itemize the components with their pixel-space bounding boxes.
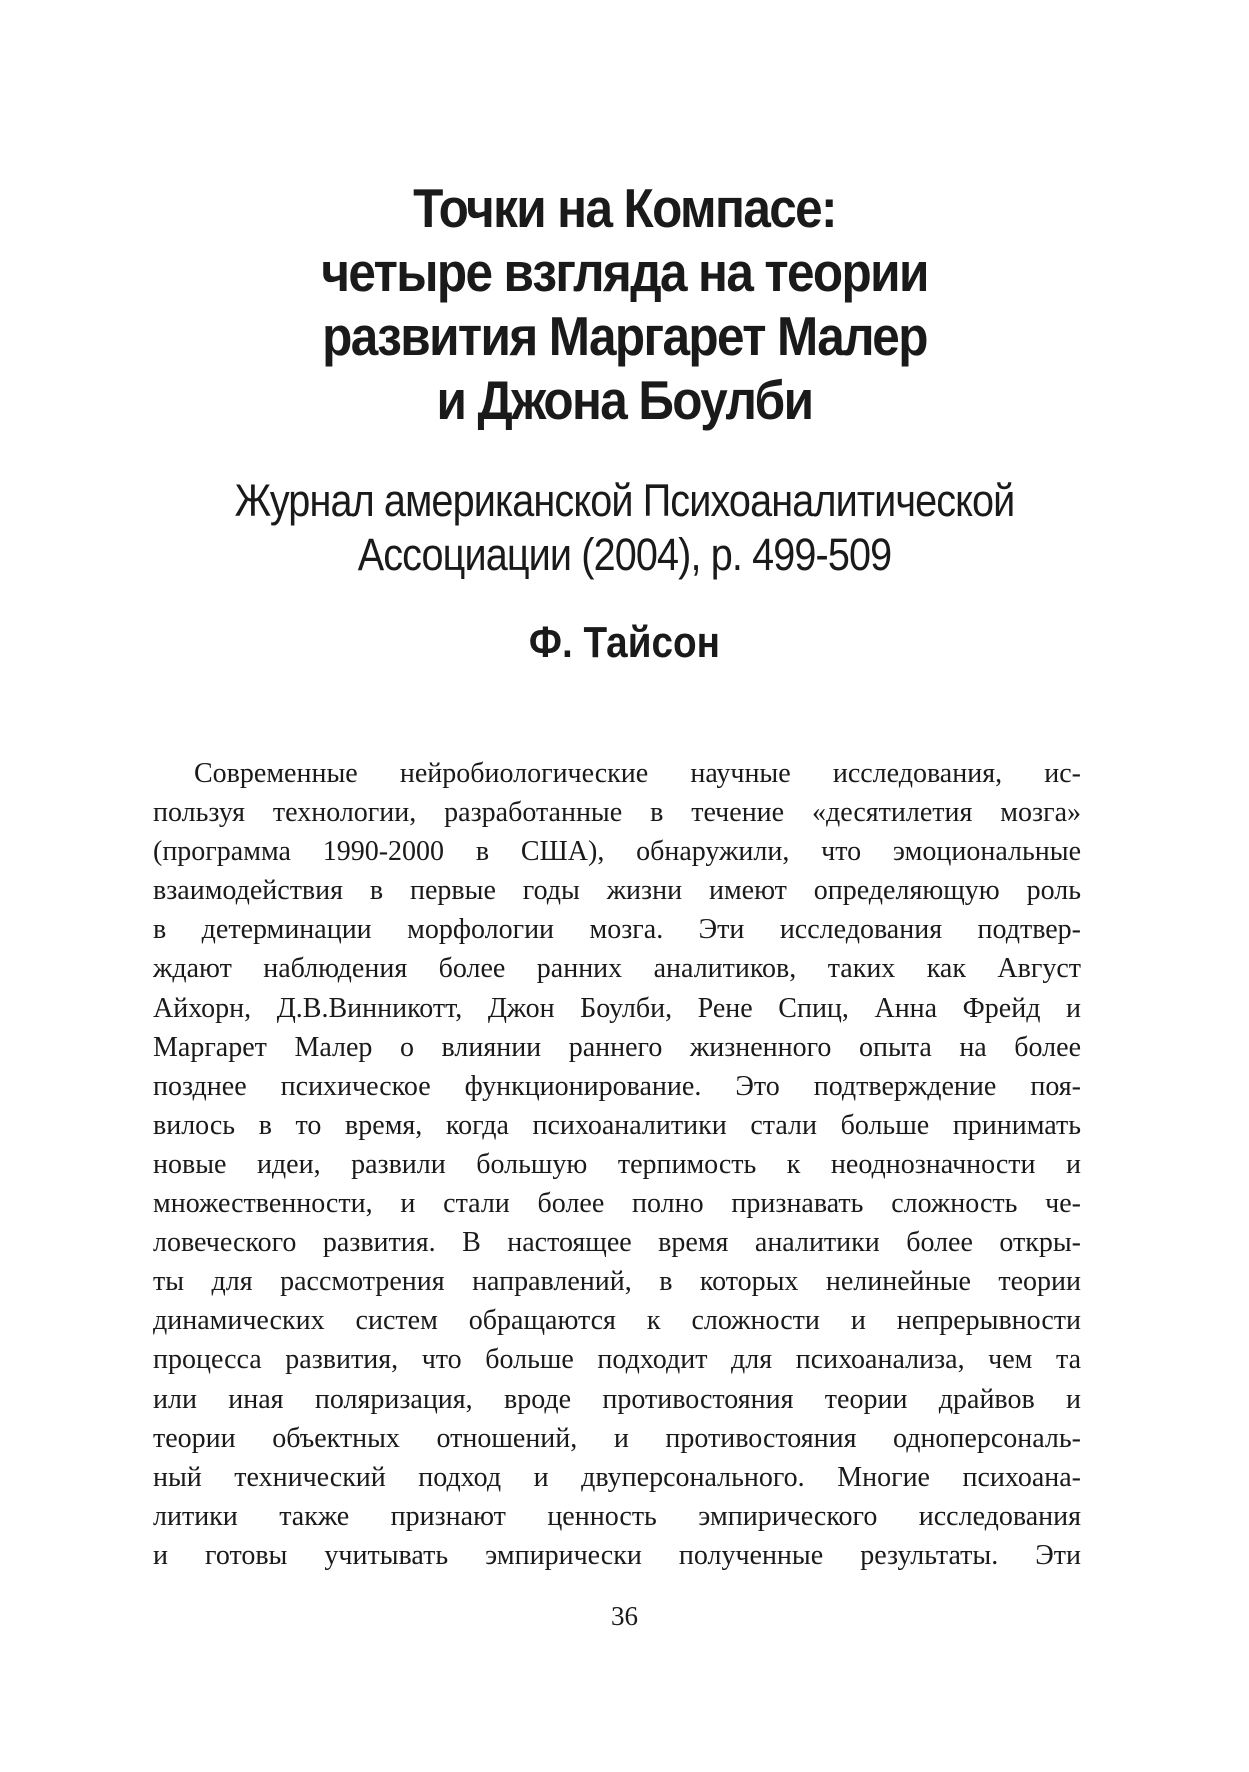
source-line: Ассоциации (2004), р. 499-509	[357, 529, 892, 580]
body-line: Маргарет Малер о влиянии раннего жизненного опыта на более	[153, 1031, 1081, 1063]
body-line: взаимодействия в первые годы жизни имеют определяющую роль	[153, 875, 1081, 907]
body-line: теории объектных отношений, и противостояния одноперсональ-	[153, 1422, 1081, 1454]
title-line: Точки на Компасе:	[413, 177, 836, 239]
body-line: Айхорн, Д.В.Винникотт, Джон Боулби, Рене Спиц, Анна Фрейд и	[153, 992, 1081, 1024]
body-line: процесса развития, что больше подходит для психоанализа, чем та	[153, 1344, 1081, 1376]
body-line: пользуя технологии, разработанные в течение «десятилетия мозга»	[153, 797, 1081, 829]
page-number: 36	[611, 1601, 638, 1631]
body-line: Современные нейробиологические научные исследования, ис-	[194, 758, 1081, 789]
article-author: Ф. Тайсон	[528, 618, 721, 667]
source-line: Журнал американской Психоаналитической	[234, 475, 1015, 526]
title-line: развития Маргарет Малер	[322, 305, 927, 367]
body-line: динамических систем обращаются к сложности и непрерывности	[153, 1305, 1081, 1337]
body-line: (программа 1990-2000 в США), обнаружили, что эмоциональные	[153, 836, 1081, 868]
body-line: в детерминации морфологии мозга. Эти исследования подтвер-	[153, 914, 1081, 946]
article-source	[0, 474, 1249, 582]
body-line: литики также признают ценность эмпирического исследования	[153, 1500, 1081, 1532]
body-line: или иная поляризация, вроде противостояния теории драйвов и	[153, 1383, 1081, 1415]
body-line: множественности, и стали более полно признавать сложность че-	[153, 1188, 1081, 1220]
title-line: и Джона Боулби	[436, 369, 813, 431]
body-line: ный технический подход и двуперсонального. Многие психоана-	[153, 1461, 1081, 1493]
body-line: позднее психическое функционирование. Это подтверждение поя-	[153, 1070, 1081, 1102]
body-line: и готовы учитывать эмпирически полученные результаты. Эти	[153, 1539, 1081, 1571]
body-paragraph	[153, 754, 1081, 1575]
body-line: ловеческого развития. В настоящее время аналитики более откры-	[153, 1227, 1081, 1259]
body-line: ждают наблюдения более ранних аналитиков, таких как Август	[153, 953, 1081, 985]
title-line: четыре взгляда на теории	[321, 241, 928, 303]
body-line: вилось в то время, когда психоаналитики стали больше принимать	[153, 1109, 1081, 1141]
body-line: новые идеи, развили большую терпимость к неоднозначности и	[153, 1148, 1081, 1180]
body-line: ты для рассмотрения направлений, в которых нелинейные теории	[153, 1266, 1081, 1298]
article-title	[0, 176, 1249, 432]
